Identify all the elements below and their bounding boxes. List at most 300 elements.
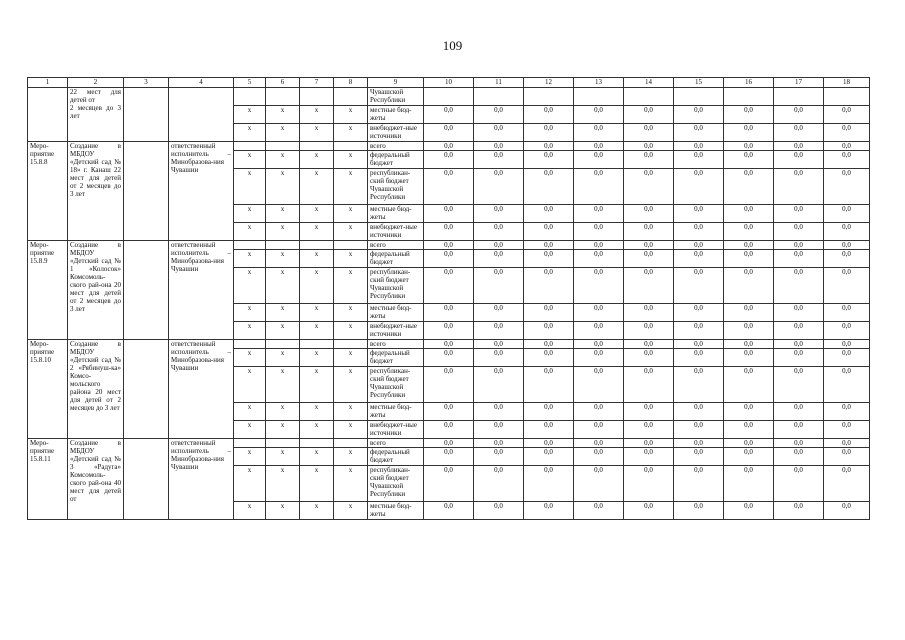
executor-cell: ответственный исполнитель – Минобразова-ния Чувашии bbox=[169, 142, 234, 241]
year-mark-cell bbox=[334, 241, 368, 250]
column-number: 6 bbox=[266, 78, 300, 88]
amount-cell: 0,0 bbox=[724, 367, 774, 403]
year-mark-cell: х bbox=[334, 223, 368, 241]
year-mark-cell: х bbox=[266, 268, 300, 304]
amount-cell: 0,0 bbox=[424, 448, 474, 466]
amount-cell: 0,0 bbox=[724, 403, 774, 421]
amount-cell: 0,0 bbox=[724, 448, 774, 466]
amount-cell: 0,0 bbox=[724, 304, 774, 322]
amount-cell: 0,0 bbox=[674, 367, 724, 403]
year-mark-cell: х bbox=[234, 205, 266, 223]
amount-cell: 0,0 bbox=[824, 340, 870, 349]
amount-cell: 0,0 bbox=[774, 241, 824, 250]
column-number: 17 bbox=[774, 78, 824, 88]
amount-cell: 0,0 bbox=[474, 466, 524, 502]
amount-cell: 0,0 bbox=[524, 304, 574, 322]
amount-cell bbox=[574, 88, 624, 106]
column-number: 14 bbox=[624, 78, 674, 88]
year-mark-cell: х bbox=[234, 169, 266, 205]
year-mark-cell bbox=[234, 241, 266, 250]
amount-cell: 0,0 bbox=[574, 448, 624, 466]
year-mark-cell: х bbox=[334, 268, 368, 304]
funding-source-cell: федеральный бюджет bbox=[368, 250, 424, 268]
amount-cell: 0,0 bbox=[674, 205, 724, 223]
year-mark-cell: х bbox=[266, 448, 300, 466]
funding-source-cell: всего bbox=[368, 340, 424, 349]
funding-source-cell: Чувашской Республики bbox=[368, 88, 424, 106]
funding-source-cell: внебюджет-ные источники bbox=[368, 322, 424, 340]
year-mark-cell: х bbox=[300, 223, 334, 241]
amount-cell: 0,0 bbox=[774, 223, 824, 241]
amount-cell: 0,0 bbox=[824, 250, 870, 268]
amount-cell: 0,0 bbox=[474, 241, 524, 250]
amount-cell: 0,0 bbox=[674, 421, 724, 439]
amount-cell: 0,0 bbox=[524, 223, 574, 241]
measure-label-cell: Меро-приятие 15.8.11 bbox=[28, 439, 68, 520]
amount-cell: 0,0 bbox=[774, 304, 824, 322]
amount-cell: 0,0 bbox=[424, 322, 474, 340]
year-mark-cell: х bbox=[334, 250, 368, 268]
amount-cell: 0,0 bbox=[524, 448, 574, 466]
amount-cell: 0,0 bbox=[624, 124, 674, 142]
measure-name-cell: Создание в МБДОУ «Детский сад № 3 «Радуга» Комсомоль-ского рай-она 40 мест для детей от bbox=[68, 439, 124, 520]
year-mark-cell: х bbox=[234, 151, 266, 169]
amount-cell: 0,0 bbox=[524, 106, 574, 124]
amount-cell: 0,0 bbox=[824, 304, 870, 322]
amount-cell: 0,0 bbox=[574, 502, 624, 520]
amount-cell: 0,0 bbox=[574, 205, 624, 223]
funding-source-cell: внебюджет-ные источники bbox=[368, 223, 424, 241]
amount-cell: 0,0 bbox=[574, 268, 624, 304]
amount-cell: 0,0 bbox=[774, 268, 824, 304]
year-mark-cell: х bbox=[234, 304, 266, 322]
year-mark-cell: х bbox=[300, 448, 334, 466]
amount-cell: 0,0 bbox=[724, 169, 774, 205]
amount-cell: 0,0 bbox=[474, 268, 524, 304]
amount-cell: 0,0 bbox=[674, 448, 724, 466]
table-row bbox=[28, 88, 870, 106]
amount-cell: 0,0 bbox=[624, 466, 674, 502]
funding-source-cell: всего bbox=[368, 439, 424, 448]
amount-cell: 0,0 bbox=[774, 421, 824, 439]
year-mark-cell bbox=[300, 241, 334, 250]
amount-cell: 0,0 bbox=[724, 421, 774, 439]
amount-cell: 0,0 bbox=[824, 439, 870, 448]
deadline-cell bbox=[124, 439, 169, 520]
year-mark-cell: х bbox=[266, 403, 300, 421]
year-mark-cell: х bbox=[334, 466, 368, 502]
deadline-cell bbox=[124, 340, 169, 439]
column-number: 9 bbox=[368, 78, 424, 88]
amount-cell: 0,0 bbox=[774, 106, 824, 124]
amount-cell bbox=[774, 88, 824, 106]
amount-cell: 0,0 bbox=[824, 169, 870, 205]
amount-cell: 0,0 bbox=[524, 268, 574, 304]
amount-cell: 0,0 bbox=[824, 151, 870, 169]
year-mark-cell: х bbox=[300, 367, 334, 403]
amount-cell: 0,0 bbox=[624, 268, 674, 304]
amount-cell: 0,0 bbox=[574, 421, 624, 439]
amount-cell: 0,0 bbox=[774, 367, 824, 403]
amount-cell: 0,0 bbox=[524, 241, 574, 250]
amount-cell: 0,0 bbox=[624, 241, 674, 250]
amount-cell: 0,0 bbox=[574, 322, 624, 340]
amount-cell: 0,0 bbox=[424, 268, 474, 304]
year-mark-cell: х bbox=[234, 502, 266, 520]
amount-cell: 0,0 bbox=[824, 466, 870, 502]
funding-source-cell: республикан-ский бюджет Чувашской Республики bbox=[368, 268, 424, 304]
year-mark-cell: х bbox=[300, 151, 334, 169]
executor-cell: ответственный исполнитель – Минобразова-ния Чувашии bbox=[169, 340, 234, 439]
amount-cell bbox=[674, 88, 724, 106]
year-mark-cell bbox=[266, 142, 300, 151]
funding-source-cell: всего bbox=[368, 142, 424, 151]
amount-cell: 0,0 bbox=[424, 502, 474, 520]
amount-cell: 0,0 bbox=[574, 124, 624, 142]
amount-cell: 0,0 bbox=[624, 142, 674, 151]
executor-cell: ответственный исполнитель – Минобразова-ния Чувашии bbox=[169, 439, 234, 520]
year-mark-cell: х bbox=[334, 304, 368, 322]
amount-cell: 0,0 bbox=[674, 304, 724, 322]
amount-cell: 0,0 bbox=[524, 349, 574, 367]
year-mark-cell: х bbox=[334, 151, 368, 169]
year-mark-cell: х bbox=[334, 322, 368, 340]
column-number: 7 bbox=[300, 78, 334, 88]
year-mark-cell: х bbox=[234, 250, 266, 268]
year-mark-cell: х bbox=[334, 403, 368, 421]
amount-cell: 0,0 bbox=[774, 250, 824, 268]
amount-cell: 0,0 bbox=[524, 169, 574, 205]
amount-cell: 0,0 bbox=[474, 322, 524, 340]
year-mark-cell: х bbox=[266, 349, 300, 367]
year-mark-cell bbox=[266, 340, 300, 349]
amount-cell: 0,0 bbox=[474, 169, 524, 205]
amount-cell: 0,0 bbox=[424, 439, 474, 448]
amount-cell: 0,0 bbox=[424, 466, 474, 502]
year-mark-cell: х bbox=[234, 403, 266, 421]
column-number: 12 bbox=[524, 78, 574, 88]
amount-cell: 0,0 bbox=[624, 106, 674, 124]
year-mark-cell: х bbox=[300, 304, 334, 322]
amount-cell: 0,0 bbox=[524, 340, 574, 349]
funding-source-cell: федеральный бюджет bbox=[368, 151, 424, 169]
amount-cell: 0,0 bbox=[824, 448, 870, 466]
amount-cell: 0,0 bbox=[624, 448, 674, 466]
amount-cell: 0,0 bbox=[574, 151, 624, 169]
amount-cell: 0,0 bbox=[674, 250, 724, 268]
year-mark-cell: х bbox=[234, 124, 266, 142]
table-row bbox=[28, 241, 870, 250]
amount-cell: 0,0 bbox=[724, 142, 774, 151]
amount-cell: 0,0 bbox=[824, 403, 870, 421]
amount-cell: 0,0 bbox=[424, 349, 474, 367]
column-number: 10 bbox=[424, 78, 474, 88]
year-mark-cell: х bbox=[266, 169, 300, 205]
amount-cell: 0,0 bbox=[474, 151, 524, 169]
amount-cell: 0,0 bbox=[674, 268, 724, 304]
table-row bbox=[28, 142, 870, 151]
year-mark-cell: х bbox=[334, 367, 368, 403]
year-mark-cell: х bbox=[300, 205, 334, 223]
year-mark-cell: х bbox=[300, 322, 334, 340]
year-mark-cell: х bbox=[334, 205, 368, 223]
amount-cell: 0,0 bbox=[524, 124, 574, 142]
amount-cell: 0,0 bbox=[524, 142, 574, 151]
year-mark-cell: х bbox=[234, 322, 266, 340]
table-row bbox=[28, 439, 870, 448]
year-mark-cell bbox=[300, 142, 334, 151]
column-number: 13 bbox=[574, 78, 624, 88]
amount-cell: 0,0 bbox=[824, 367, 870, 403]
measure-name-cell: Создание в МБДОУ «Детский сад № 2 «Рябинуш-ка» Комсо-мольского района 20 мест для детей от 2 месяцев до 3 лет bbox=[68, 340, 124, 439]
year-mark-cell: х bbox=[334, 349, 368, 367]
amount-cell: 0,0 bbox=[724, 151, 774, 169]
deadline-cell bbox=[124, 88, 169, 142]
amount-cell: 0,0 bbox=[624, 223, 674, 241]
measure-name-line: 2 месяцев до 3 лет bbox=[70, 104, 121, 120]
year-mark-cell bbox=[266, 439, 300, 448]
year-mark-cell: х bbox=[334, 106, 368, 124]
amount-cell: 0,0 bbox=[774, 466, 824, 502]
amount-cell: 0,0 bbox=[624, 205, 674, 223]
amount-cell: 0,0 bbox=[724, 223, 774, 241]
amount-cell: 0,0 bbox=[724, 241, 774, 250]
amount-cell: 0,0 bbox=[474, 448, 524, 466]
year-mark-cell: х bbox=[234, 367, 266, 403]
column-number: 2 bbox=[68, 78, 124, 88]
funding-source-cell: республикан-ский бюджет Чувашской Республики bbox=[368, 367, 424, 403]
year-mark-cell bbox=[234, 88, 266, 106]
amount-cell: 0,0 bbox=[774, 439, 824, 448]
amount-cell: 0,0 bbox=[524, 322, 574, 340]
year-mark-cell bbox=[334, 88, 368, 106]
amount-cell: 0,0 bbox=[424, 151, 474, 169]
amount-cell: 0,0 bbox=[524, 205, 574, 223]
deadline-cell bbox=[124, 241, 169, 340]
amount-cell: 0,0 bbox=[424, 142, 474, 151]
measure-name-cell: Создание в МБДОУ «Детский сад № 1 «Колосок» Комсомоль-ского рай-она 20 мест для детей от 2 месяцев до 3 лет bbox=[68, 241, 124, 340]
year-mark-cell bbox=[234, 340, 266, 349]
measure-name-cell bbox=[68, 88, 124, 142]
amount-cell: 0,0 bbox=[774, 169, 824, 205]
amount-cell: 0,0 bbox=[724, 340, 774, 349]
funding-source-cell: всего bbox=[368, 241, 424, 250]
year-mark-cell: х bbox=[266, 151, 300, 169]
amount-cell: 0,0 bbox=[474, 223, 524, 241]
year-mark-cell bbox=[300, 439, 334, 448]
year-mark-cell: х bbox=[234, 349, 266, 367]
amount-cell: 0,0 bbox=[624, 403, 674, 421]
funding-source-cell: внебюджет-ные источники bbox=[368, 421, 424, 439]
amount-cell: 0,0 bbox=[674, 142, 724, 151]
amount-cell: 0,0 bbox=[824, 223, 870, 241]
column-number: 1 bbox=[28, 78, 68, 88]
amount-cell: 0,0 bbox=[624, 151, 674, 169]
funding-source-cell: местные бюд-жеты bbox=[368, 106, 424, 124]
amount-cell: 0,0 bbox=[774, 349, 824, 367]
amount-cell: 0,0 bbox=[674, 502, 724, 520]
amount-cell: 0,0 bbox=[724, 205, 774, 223]
amount-cell: 0,0 bbox=[824, 322, 870, 340]
year-mark-cell: х bbox=[300, 502, 334, 520]
funding-source-cell: республикан-ский бюджет Чувашской Республики bbox=[368, 169, 424, 205]
amount-cell bbox=[724, 88, 774, 106]
year-mark-cell bbox=[266, 241, 300, 250]
amount-cell: 0,0 bbox=[674, 223, 724, 241]
amount-cell: 0,0 bbox=[574, 340, 624, 349]
amount-cell bbox=[424, 88, 474, 106]
amount-cell: 0,0 bbox=[774, 142, 824, 151]
year-mark-cell: х bbox=[266, 223, 300, 241]
amount-cell: 0,0 bbox=[824, 421, 870, 439]
amount-cell: 0,0 bbox=[674, 349, 724, 367]
year-mark-cell: х bbox=[300, 169, 334, 205]
funding-source-cell: местные бюд-жеты bbox=[368, 502, 424, 520]
year-mark-cell: х bbox=[266, 466, 300, 502]
column-number-row bbox=[28, 78, 870, 88]
amount-cell: 0,0 bbox=[624, 322, 674, 340]
amount-cell: 0,0 bbox=[724, 124, 774, 142]
funding-source-cell: внебюджет-ные источники bbox=[368, 124, 424, 142]
year-mark-cell: х bbox=[334, 448, 368, 466]
amount-cell bbox=[624, 88, 674, 106]
year-mark-cell: х bbox=[300, 349, 334, 367]
amount-cell: 0,0 bbox=[674, 403, 724, 421]
amount-cell: 0,0 bbox=[474, 250, 524, 268]
column-number: 11 bbox=[474, 78, 524, 88]
amount-cell: 0,0 bbox=[424, 250, 474, 268]
funding-source-cell: федеральный бюджет bbox=[368, 349, 424, 367]
year-mark-cell: х bbox=[234, 106, 266, 124]
amount-cell: 0,0 bbox=[624, 169, 674, 205]
amount-cell bbox=[474, 88, 524, 106]
year-mark-cell: х bbox=[266, 367, 300, 403]
year-mark-cell bbox=[266, 88, 300, 106]
year-mark-cell bbox=[234, 439, 266, 448]
column-number: 5 bbox=[234, 78, 266, 88]
year-mark-cell: х bbox=[334, 502, 368, 520]
amount-cell: 0,0 bbox=[674, 169, 724, 205]
year-mark-cell: х bbox=[300, 106, 334, 124]
column-number: 16 bbox=[724, 78, 774, 88]
amount-cell: 0,0 bbox=[774, 340, 824, 349]
amount-cell: 0,0 bbox=[424, 223, 474, 241]
year-mark-cell: х bbox=[266, 304, 300, 322]
amount-cell: 0,0 bbox=[524, 439, 574, 448]
year-mark-cell: х bbox=[266, 250, 300, 268]
year-mark-cell: х bbox=[334, 124, 368, 142]
amount-cell: 0,0 bbox=[824, 268, 870, 304]
amount-cell: 0,0 bbox=[674, 466, 724, 502]
amount-cell: 0,0 bbox=[524, 250, 574, 268]
year-mark-cell bbox=[300, 88, 334, 106]
amount-cell: 0,0 bbox=[674, 439, 724, 448]
amount-cell: 0,0 bbox=[424, 421, 474, 439]
amount-cell: 0,0 bbox=[474, 367, 524, 403]
amount-cell: 0,0 bbox=[574, 169, 624, 205]
amount-cell: 0,0 bbox=[474, 439, 524, 448]
amount-cell: 0,0 bbox=[474, 403, 524, 421]
amount-cell: 0,0 bbox=[424, 304, 474, 322]
amount-cell: 0,0 bbox=[474, 502, 524, 520]
year-mark-cell bbox=[334, 439, 368, 448]
measure-label-cell: Меро-приятие 15.8.8 bbox=[28, 142, 68, 241]
amount-cell: 0,0 bbox=[624, 349, 674, 367]
amount-cell: 0,0 bbox=[574, 403, 624, 421]
amount-cell bbox=[824, 88, 870, 106]
amount-cell: 0,0 bbox=[624, 502, 674, 520]
funding-source-cell: федеральный бюджет bbox=[368, 448, 424, 466]
amount-cell: 0,0 bbox=[574, 466, 624, 502]
amount-cell: 0,0 bbox=[474, 205, 524, 223]
year-mark-cell: х bbox=[266, 205, 300, 223]
amount-cell: 0,0 bbox=[824, 241, 870, 250]
year-mark-cell: х bbox=[234, 448, 266, 466]
executor-cell: ответственный исполнитель – Минобразова-ния Чувашии bbox=[169, 241, 234, 340]
amount-cell: 0,0 bbox=[424, 124, 474, 142]
year-mark-cell bbox=[334, 142, 368, 151]
amount-cell: 0,0 bbox=[574, 349, 624, 367]
program-table bbox=[27, 77, 870, 520]
amount-cell: 0,0 bbox=[524, 367, 574, 403]
funding-source-cell: республикан-ский бюджет Чувашской Республики bbox=[368, 466, 424, 502]
amount-cell: 0,0 bbox=[674, 241, 724, 250]
amount-cell: 0,0 bbox=[424, 169, 474, 205]
amount-cell: 0,0 bbox=[724, 106, 774, 124]
amount-cell: 0,0 bbox=[424, 241, 474, 250]
amount-cell: 0,0 bbox=[624, 340, 674, 349]
amount-cell: 0,0 bbox=[524, 403, 574, 421]
amount-cell: 0,0 bbox=[674, 322, 724, 340]
amount-cell: 0,0 bbox=[774, 448, 824, 466]
amount-cell: 0,0 bbox=[574, 250, 624, 268]
year-mark-cell: х bbox=[266, 124, 300, 142]
year-mark-cell bbox=[334, 340, 368, 349]
amount-cell: 0,0 bbox=[824, 124, 870, 142]
amount-cell: 0,0 bbox=[724, 250, 774, 268]
amount-cell: 0,0 bbox=[774, 403, 824, 421]
amount-cell: 0,0 bbox=[474, 304, 524, 322]
funding-source-cell: местные бюд-жеты bbox=[368, 304, 424, 322]
table-row bbox=[28, 340, 870, 349]
amount-cell: 0,0 bbox=[424, 403, 474, 421]
year-mark-cell: х bbox=[334, 421, 368, 439]
table-body bbox=[28, 88, 870, 520]
amount-cell: 0,0 bbox=[524, 151, 574, 169]
column-number: 8 bbox=[334, 78, 368, 88]
year-mark-cell: х bbox=[300, 250, 334, 268]
amount-cell: 0,0 bbox=[774, 502, 824, 520]
year-mark-cell: х bbox=[266, 421, 300, 439]
year-mark-cell: х bbox=[234, 421, 266, 439]
year-mark-cell: х bbox=[300, 268, 334, 304]
measure-name-line: 22 мест для детей от bbox=[70, 88, 121, 104]
amount-cell: 0,0 bbox=[424, 205, 474, 223]
amount-cell: 0,0 bbox=[574, 241, 624, 250]
amount-cell: 0,0 bbox=[424, 340, 474, 349]
amount-cell: 0,0 bbox=[774, 124, 824, 142]
column-number: 18 bbox=[824, 78, 870, 88]
amount-cell: 0,0 bbox=[724, 439, 774, 448]
column-number: 3 bbox=[124, 78, 169, 88]
measure-label-cell: Меро-приятие 15.8.9 bbox=[28, 241, 68, 340]
amount-cell: 0,0 bbox=[624, 439, 674, 448]
column-number: 15 bbox=[674, 78, 724, 88]
amount-cell: 0,0 bbox=[724, 349, 774, 367]
page-number: 109 bbox=[442, 38, 463, 53]
measure-name-cell: Создание в МБДОУ «Детский сад № 18» г. Канаш 22 мест для детей от 2 месяцев до 3 лет bbox=[68, 142, 124, 241]
amount-cell: 0,0 bbox=[624, 367, 674, 403]
